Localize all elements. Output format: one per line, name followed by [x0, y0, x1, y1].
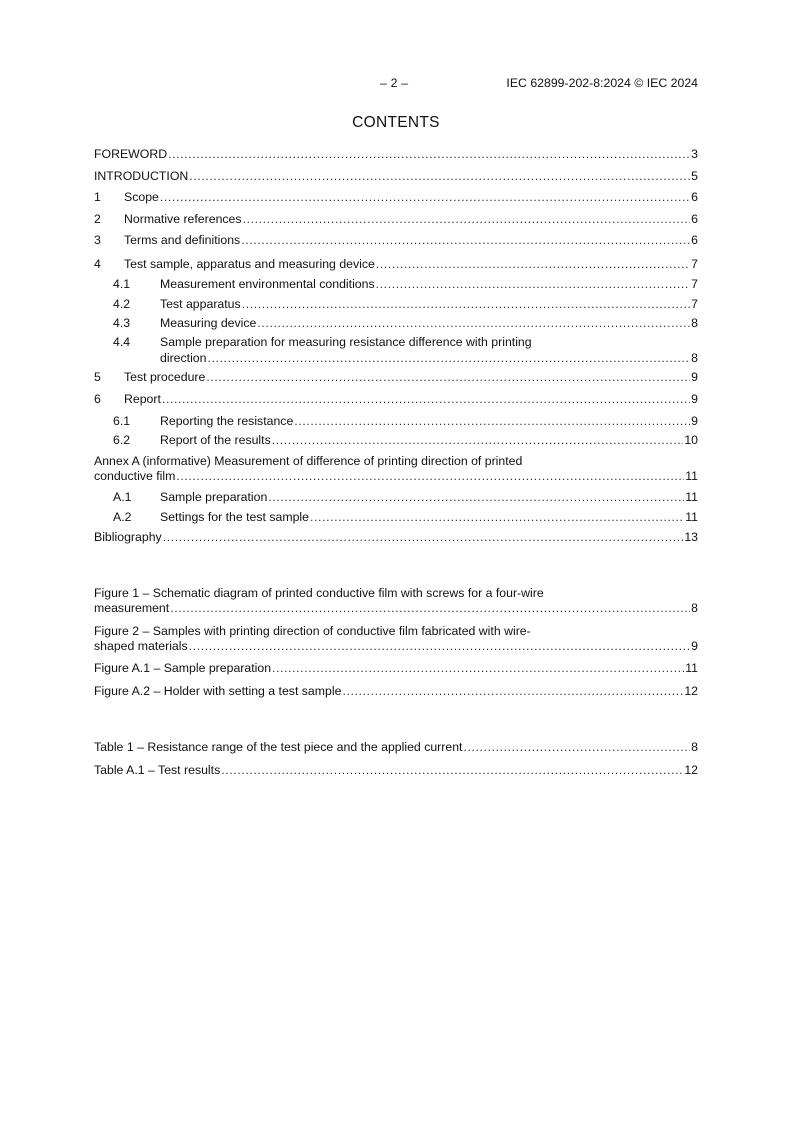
- table-entry-page: 8: [691, 740, 698, 754]
- toc-entry-report-results[interactable]: [94, 432, 698, 448]
- toc-entry-title: Test sample, apparatus and measuring device: [124, 257, 375, 271]
- toc-entry-scope[interactable]: [94, 189, 698, 205]
- toc-entry-title: Settings for the test sample: [160, 510, 310, 524]
- figure-entry-a2[interactable]: [94, 683, 698, 699]
- leader-dots: [342, 683, 683, 699]
- figure-entry-page: 12: [684, 684, 698, 698]
- leader-dots: [272, 660, 684, 676]
- toc-entry-title: Normative references: [124, 212, 242, 226]
- leader-dots: [272, 432, 684, 448]
- leader-dots: [160, 189, 690, 205]
- toc-entry-number: A.1: [113, 490, 132, 504]
- figure-entry-title-line1: Figure 1 – Schematic diagram of printed conductive film with screws for a four-wire: [94, 586, 544, 600]
- toc-entry-page: 6: [691, 190, 698, 204]
- toc-entry-sample-preparation[interactable]: [94, 334, 698, 350]
- leader-dots: [221, 762, 683, 778]
- toc-entry-number: 4.1: [113, 277, 131, 291]
- toc-entry-number: 3: [94, 233, 101, 247]
- leader-dots: [168, 146, 690, 162]
- leader-dots: [163, 529, 684, 545]
- toc-entry-title: Measurement environmental conditions: [160, 277, 375, 291]
- toc-entry-page: 9: [691, 370, 698, 384]
- toc-entry-number: 4.4: [113, 335, 131, 349]
- toc-entry-title: FOREWORD: [94, 147, 168, 161]
- figure-entry-2-cont[interactable]: [94, 638, 698, 654]
- leader-dots: [463, 739, 690, 755]
- document-reference: IEC 62899-202-8:2024 © IEC 2024: [506, 76, 698, 90]
- toc-entry-page: 6: [691, 212, 698, 226]
- figure-entry-title-line1: Figure 2 – Samples with printing direction of conductive film fabricated with wire-: [94, 624, 531, 638]
- toc-entry-title: Terms and definitions: [124, 233, 241, 247]
- toc-entry-test-apparatus[interactable]: [94, 296, 698, 312]
- toc-entry-annex-a-cont[interactable]: [94, 468, 698, 484]
- page-header: [94, 76, 698, 92]
- toc-entry-annex-a[interactable]: [94, 453, 698, 469]
- page-number: – 2 –: [380, 76, 409, 90]
- toc-entry-number: 4.3: [113, 316, 131, 330]
- toc-entry-foreword[interactable]: [94, 146, 698, 162]
- figure-entry-page: 8: [691, 601, 698, 615]
- leader-dots: [206, 369, 690, 385]
- leader-dots: [242, 296, 690, 312]
- toc-entry-test-procedure[interactable]: [94, 369, 698, 385]
- toc-entry-number: 5: [94, 370, 101, 384]
- figure-entry-1[interactable]: [94, 585, 698, 601]
- toc-entry-terms-definitions[interactable]: [94, 232, 698, 248]
- leader-dots: [257, 315, 690, 331]
- table-entry-1[interactable]: [94, 739, 698, 755]
- leader-dots: [170, 600, 690, 616]
- toc-entry-sample-preparation-cont[interactable]: [94, 350, 698, 366]
- leader-dots: [376, 276, 691, 292]
- toc-entry-title: Sample preparation: [160, 490, 268, 504]
- leader-dots: [294, 413, 690, 429]
- toc-entry-test-sample[interactable]: [94, 256, 698, 272]
- table-entry-title: Table A.1 – Test results: [94, 763, 221, 777]
- toc-entry-page: 8: [691, 316, 698, 330]
- toc-entry-environmental-conditions[interactable]: [94, 276, 698, 292]
- toc-entry-page: 9: [691, 392, 698, 406]
- toc-entry-title: Bibliography: [94, 530, 162, 544]
- toc-entry-introduction[interactable]: [94, 168, 698, 184]
- leader-dots: [207, 350, 690, 366]
- leader-dots: [268, 489, 684, 505]
- toc-entry-number: 6.1: [113, 414, 131, 428]
- toc-entry-page: 6: [691, 233, 698, 247]
- toc-entry-annex-sample-preparation[interactable]: [94, 489, 698, 505]
- leader-dots: [376, 256, 690, 272]
- page-title: CONTENTS: [352, 114, 440, 131]
- toc-entry-number: 2: [94, 212, 101, 226]
- toc-entry-page: 13: [684, 530, 698, 544]
- toc-entry-title: Measuring device: [160, 316, 257, 330]
- toc-entry-bibliography[interactable]: [94, 529, 698, 545]
- toc-entry-title: Report: [124, 392, 161, 406]
- toc-entry-number: 4.2: [113, 297, 131, 311]
- toc-entry-page: 8: [691, 351, 698, 365]
- toc-entry-title: Test apparatus: [160, 297, 241, 311]
- table-entry-a1[interactable]: [94, 762, 698, 778]
- toc-entry-page: 7: [691, 297, 698, 311]
- figure-entry-title: shaped materials: [94, 639, 188, 653]
- toc-entry-title: conductive film: [94, 469, 176, 483]
- toc-entry-annex-settings[interactable]: [94, 509, 698, 525]
- toc-entry-title-line1: Sample preparation for measuring resistance difference with printing: [160, 335, 532, 349]
- leader-dots: [189, 638, 691, 654]
- figure-entry-page: 9: [691, 639, 698, 653]
- toc-entry-title: Test procedure: [124, 370, 206, 384]
- leader-dots: [243, 211, 691, 227]
- toc-entry-page: 7: [691, 277, 698, 291]
- leader-dots: [189, 168, 690, 184]
- figure-entry-a1[interactable]: [94, 660, 698, 676]
- leader-dots: [310, 509, 684, 525]
- toc-entry-normative-references[interactable]: [94, 211, 698, 227]
- toc-entry-title: INTRODUCTION: [94, 169, 189, 183]
- leader-dots: [176, 468, 684, 484]
- toc-entry-title: Report of the results: [160, 433, 271, 447]
- toc-entry-number: 6.2: [113, 433, 131, 447]
- toc-entry-title: Scope: [124, 190, 159, 204]
- toc-entry-title-line1: Annex A (informative) Measurement of difference of printing direction of printed: [94, 454, 523, 468]
- leader-dots: [162, 391, 690, 407]
- toc-entry-number: 6: [94, 392, 101, 406]
- toc-entry-page: 9: [691, 414, 698, 428]
- toc-entry-page: 11: [685, 469, 698, 483]
- toc-entry-title: direction: [160, 351, 207, 365]
- figure-entry-page: 11: [685, 661, 698, 675]
- toc-entry-reporting-resistance[interactable]: [94, 413, 698, 429]
- toc-entry-page: 5: [691, 169, 698, 183]
- figure-entry-title: Figure A.1 – Sample preparation: [94, 661, 272, 675]
- toc-entry-measuring-device[interactable]: [94, 315, 698, 331]
- toc-entry-page: 3: [691, 147, 698, 161]
- toc-entry-number: 4: [94, 257, 101, 271]
- table-entry-page: 12: [684, 763, 698, 777]
- toc-entry-page: 11: [685, 490, 698, 504]
- toc-entry-report[interactable]: [94, 391, 698, 407]
- toc-entry-number: 1: [94, 190, 101, 204]
- figure-entry-title: Figure A.2 – Holder with setting a test sample: [94, 684, 342, 698]
- toc-entry-page: 11: [685, 510, 698, 524]
- toc-entry-title: Reporting the resistance: [160, 414, 294, 428]
- toc-entry-page: 10: [684, 433, 698, 447]
- table-entry-title: Table 1 – Resistance range of the test piece and the applied current: [94, 740, 463, 754]
- toc-entry-number: A.2: [113, 510, 132, 524]
- figure-entry-2[interactable]: [94, 623, 698, 639]
- toc-entry-page: 7: [691, 257, 698, 271]
- figure-entry-1-cont[interactable]: [94, 600, 698, 616]
- leader-dots: [241, 232, 690, 248]
- figure-entry-title: measurement: [94, 601, 170, 615]
